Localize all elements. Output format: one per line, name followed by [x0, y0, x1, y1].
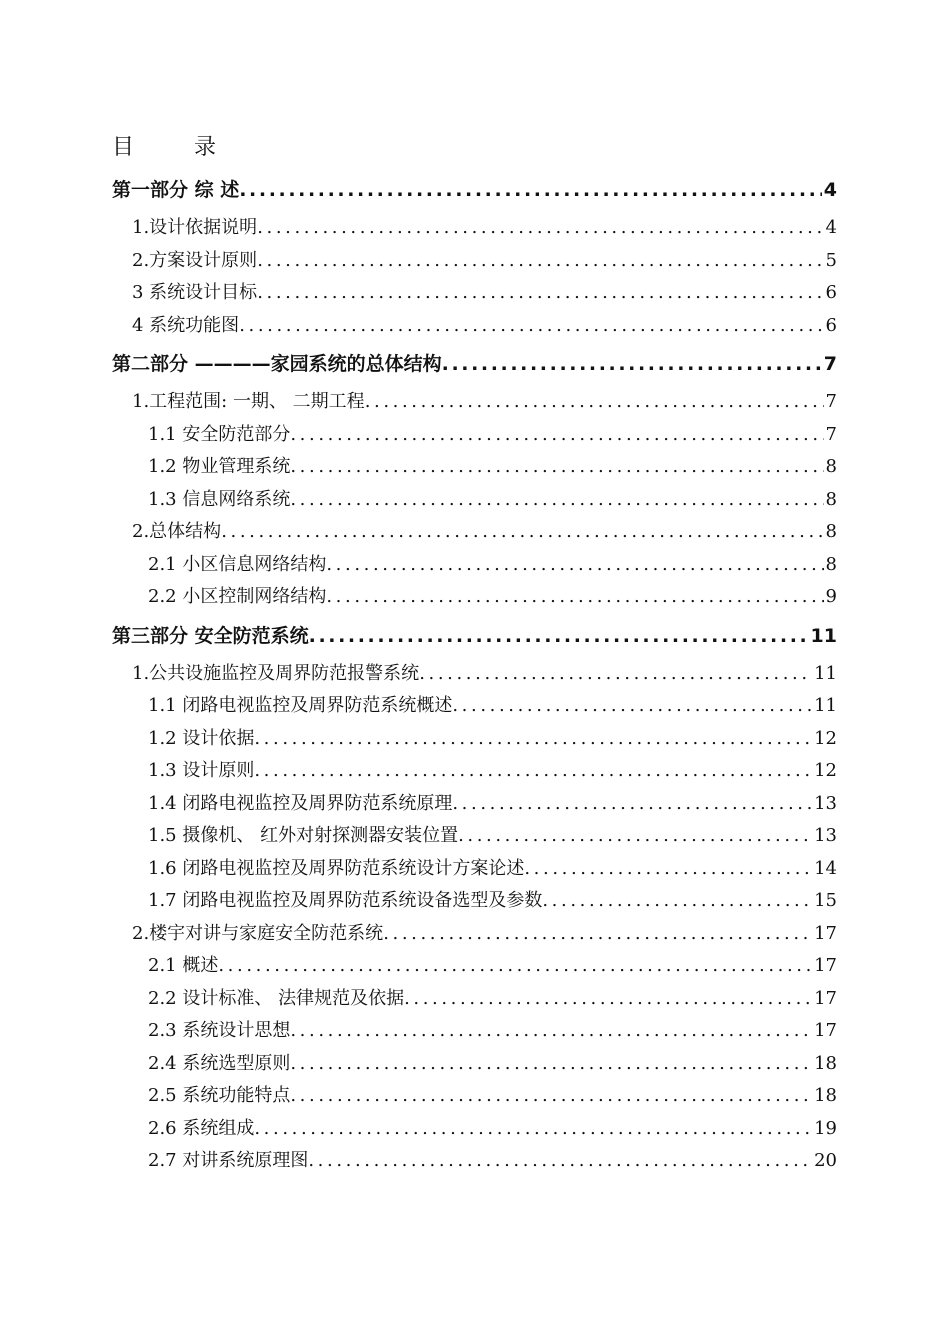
- toc-entry-label: 1.2 设计依据: [148, 727, 255, 749]
- toc-title-char-2: 录: [194, 135, 217, 160]
- toc-entry: [112, 168, 837, 212]
- toc-entry-label: 1.4 闭路电视监控及周界防范系统原理: [148, 792, 453, 814]
- toc-leader-dots: [239, 168, 822, 212]
- toc-entry-label: 1.1 闭路电视监控及周界防范系统概述: [148, 695, 453, 716]
- toc-entry-label: 2.1 概述: [148, 955, 219, 976]
- toc-entry: [112, 1015, 837, 1048]
- toc-entry-label: 1.工程范围: 一期、 二期工程: [132, 391, 365, 412]
- toc-entry: [112, 918, 837, 951]
- toc-entry-label: 2.4 系统选型原则: [148, 1052, 291, 1074]
- toc-entry-label: 1.1 安全防范部分: [148, 423, 291, 445]
- toc-entry: [112, 516, 837, 549]
- toc-page-number: 8: [825, 521, 837, 542]
- toc-page-number: 4: [823, 179, 837, 201]
- toc-leader-dots: [218, 950, 812, 983]
- toc-page-number: 5: [825, 249, 837, 271]
- toc-leader-dots: [254, 723, 812, 756]
- toc-page-number: 17: [814, 955, 837, 976]
- toc-leader-dots: [524, 853, 812, 886]
- toc-entry-label: 1.3 设计原则: [148, 760, 255, 781]
- toc-page-number: 8: [825, 488, 837, 510]
- toc-page-number: 8: [825, 456, 837, 477]
- toc-entry: [112, 658, 837, 691]
- toc-leader-dots: [257, 277, 823, 310]
- toc-entry: [112, 1145, 837, 1178]
- toc-entry: [112, 885, 837, 918]
- toc-page-number: 7: [825, 423, 837, 445]
- toc-entry-label: 2.2 设计标准、 法律规范及依据: [148, 987, 405, 1009]
- toc-page-number: 4: [825, 217, 837, 238]
- toc-leader-dots: [290, 451, 823, 484]
- toc-entry-label: 2.7 对讲系统原理图: [148, 1150, 309, 1171]
- toc-entry: [112, 1080, 837, 1113]
- toc-page-number: 17: [814, 987, 837, 1009]
- toc-leader-dots: [290, 1015, 812, 1048]
- toc-entry-label: 2.总体结构: [132, 521, 222, 542]
- toc-entry-label: 2.2 小区控制网络结构: [148, 586, 327, 607]
- toc-leader-dots: [365, 386, 824, 419]
- toc-entry-label: 1.公共设施监控及周界防范报警系统: [132, 662, 420, 684]
- toc-entry-label: 第三部分 安全防范系统: [112, 624, 309, 647]
- toc-entry-label: 第一部分 综 述: [112, 179, 240, 201]
- toc-leader-dots: [326, 581, 823, 614]
- toc-page-number: 19: [814, 1117, 837, 1139]
- toc-entry: [112, 277, 837, 310]
- toc-leader-dots: [290, 1080, 812, 1113]
- toc-entry-label: 第二部分 ————家园系统的总体结构: [112, 353, 442, 375]
- toc-leader-dots: [458, 820, 812, 853]
- toc-page-number: 6: [825, 314, 837, 336]
- toc-entry-label: 1.6 闭路电视监控及周界防范系统设计方案论述: [148, 857, 525, 879]
- toc-leader-dots: [239, 310, 823, 343]
- toc-page-number: 7: [823, 353, 837, 375]
- toc-page-number: 11: [814, 695, 837, 716]
- toc-leader-dots: [309, 614, 809, 658]
- toc-entry: [112, 614, 837, 658]
- toc-entry-label: 1.2 物业管理系统: [148, 456, 291, 477]
- toc-entry: [112, 386, 837, 419]
- toc-entry-label: 2.5 系统功能特点: [148, 1085, 291, 1106]
- toc-entry: [112, 581, 837, 614]
- toc-leader-dots: [452, 690, 812, 723]
- toc-page-number: 13: [814, 792, 837, 814]
- toc-leader-dots: [221, 516, 823, 549]
- toc-entry: [112, 788, 837, 821]
- toc-entry-label: 1.5 摄像机、 红外对射探测器安装位置: [148, 825, 459, 846]
- toc-page-number: 13: [814, 825, 837, 846]
- toc-page-number: 17: [814, 922, 837, 944]
- toc-entry: [112, 342, 837, 386]
- toc-leader-dots: [254, 1113, 812, 1146]
- toc-entry: [112, 310, 837, 343]
- toc-entry-label: 2.3 系统设计思想: [148, 1020, 291, 1041]
- toc-page-number: 12: [814, 727, 837, 749]
- toc-page-number: 20: [814, 1150, 837, 1171]
- toc-page-number: 11: [810, 624, 837, 647]
- toc-entry: [112, 419, 837, 452]
- toc-entry: [112, 451, 837, 484]
- toc-entry: [112, 484, 837, 517]
- toc-entry: [112, 1113, 837, 1146]
- toc-leader-dots: [542, 885, 812, 918]
- toc-entry-label: 2.方案设计原则: [132, 249, 258, 271]
- toc-leader-dots: [290, 1048, 812, 1081]
- toc-leader-dots: [442, 342, 822, 386]
- toc-title-char-1: 目: [112, 135, 135, 160]
- toc-title: [112, 130, 216, 161]
- toc-page-number: 18: [814, 1085, 837, 1106]
- toc-leader-dots: [419, 658, 812, 691]
- toc-entry-label: 2.1 小区信息网络结构: [148, 553, 327, 575]
- toc-entry: [112, 820, 837, 853]
- toc-entry: [112, 212, 837, 245]
- toc-leader-dots: [404, 983, 812, 1016]
- toc-page-number: 18: [814, 1052, 837, 1074]
- toc-leader-dots: [383, 918, 812, 951]
- toc-entry: [112, 549, 837, 582]
- toc-page-number: 7: [825, 391, 837, 412]
- table-of-contents: [112, 168, 837, 1178]
- toc-entry-label: 1.3 信息网络系统: [148, 488, 291, 510]
- toc-leader-dots: [257, 212, 823, 245]
- toc-entry-label: 3 系统设计目标: [132, 282, 258, 303]
- toc-entry-label: 1.7 闭路电视监控及周界防范系统设备选型及参数: [148, 890, 543, 911]
- toc-entry: [112, 690, 837, 723]
- toc-leader-dots: [326, 549, 823, 582]
- toc-leader-dots: [257, 245, 823, 278]
- toc-page-number: 12: [814, 760, 837, 781]
- toc-entry-label: 4 系统功能图: [132, 314, 240, 336]
- toc-page-number: 6: [825, 282, 837, 303]
- toc-entry-label: 2.6 系统组成: [148, 1117, 255, 1139]
- toc-entry: [112, 723, 837, 756]
- toc-page-number: 8: [825, 553, 837, 575]
- toc-leader-dots: [290, 484, 823, 517]
- toc-leader-dots: [308, 1145, 812, 1178]
- toc-page-number: 14: [814, 857, 837, 879]
- toc-leader-dots: [290, 419, 823, 452]
- toc-entry: [112, 983, 837, 1016]
- toc-entry: [112, 245, 837, 278]
- toc-entry: [112, 755, 837, 788]
- toc-entry: [112, 1048, 837, 1081]
- toc-page-number: 9: [825, 586, 837, 607]
- toc-page-number: 17: [814, 1020, 837, 1041]
- toc-entry: [112, 950, 837, 983]
- toc-entry-label: 1.设计依据说明: [132, 217, 258, 238]
- toc-page-number: 11: [814, 662, 837, 684]
- toc-leader-dots: [254, 755, 812, 788]
- toc-page-number: 15: [814, 890, 837, 911]
- toc-entry: [112, 853, 837, 886]
- toc-leader-dots: [452, 788, 812, 821]
- toc-entry-label: 2.楼宇对讲与家庭安全防范系统: [132, 922, 384, 944]
